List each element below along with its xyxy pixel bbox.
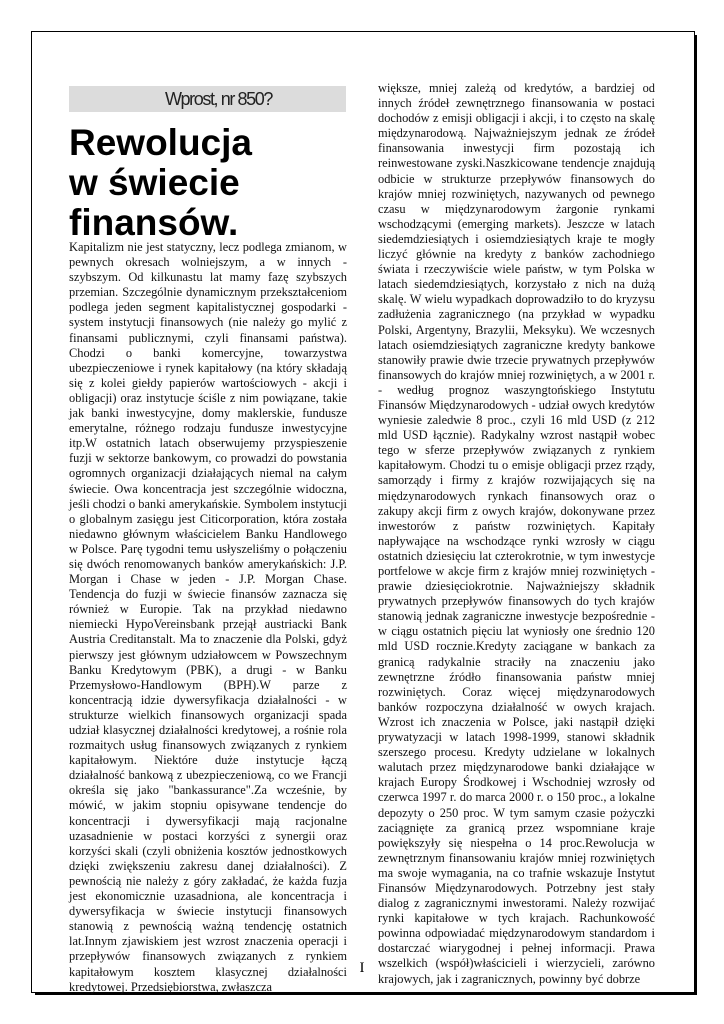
headline-line-1: Rewolucja xyxy=(69,122,252,163)
article-column-left: Kapitalizm nie jest statyczny, lecz podlega zmianom, w pewnych okresach wolniejszym, a w innych - szybszym. Od kilkunastu lat mamy fazę szybszych przemian. Szczególnie dynamicznym przekształceniom podlega jeden segment kapitalistycznej gospodarki - system instytucji finansowych (nie należy go mylić z finansami publicznymi, czyli finansami państwa). Chodzi o banki komercyjne, towarzystwa ubezpieczeniowe i rynek kapitałowy (na który składają się z kolei giełdy papierów wartościowych - akcji i obligacji) oraz instytucje ściśle z nim powiązane, takie jak banki inwestycyjne, domy maklerskie, fundusze emerytalne, różnego rodzaju fundusze inwestycyjne itp.W ostatnich latach obserwujemy przyspieszenie fuzji w sektorze bankowym, co prowadzi do powstania ogromnych organizacji działających niemal na całym świecie. Owa koncentracja jest szczególnie widoczna, jeśli chodzi o banki amerykańskie. Symbolem instytucji o globalnym zasięgu jest Citicorporation, która została niedawno głównym właścicielem Banku Handlowego w Polsce. Parę tygodni temu usłyszeliśmy o połączeniu się dwóch renomowanych banków amerykańskich: J.P. Morgan i Chase w jeden - J.P. Morgan Chase. Tendencja do fuzji w świecie finansów zaznacza się również w Europie. Tak na przykład niedawno niemiecki HypoVereinsbank przejął austriacki Bank Austria Creditanstalt. Ma to znaczenie dla Polski, gdyż pierwszy jest głównym udziałowcem w Powszechnym Banku Kredytowym (PBK), a drugi - w Banku Przemysłowo-Handlowym (BPH).W parze z koncentracją idzie dywersyfikacja działalności - w strukturze wielkich finansowych organizacji spada udział klasycznej działalności kredytowej, a rośnie rola rozmaitych usług finansowych związanych z rynkiem kapitałowym. Niektóre duże instytucje łączą działalność bankową z ubezpieczeniową, co we Francji określa się jako "bankassurance".Za wcześnie, by mówić, w jakim stopniu opisywane tendencje do koncentracji i dywersyfikacji mają racjonalne uzasadnienie w postaci korzyści z synergii oraz korzyści skali (czyli obniżenia kosztów jednostkowych dzięki zwiększeniu zakresu danej działalności). Z pewnością nie należy z góry zakładać, że każda fuzja jest ekonomicznie uzasadniona, ale koncentracja i dywersyfikacja w świecie instytucji finansowych stanowią z pewnością ważną tendencję ostatnich lat.Innym zjawiskiem jest wzrost znaczenia operacji i przepływów finansowych związanych z rynkiem kapitałowym kosztem klasycznej działalności kredytowej. Przedsiębiorstwa, zwłaszcza xyxy=(69,240,347,994)
article-column-right: większe, mniej zależą od kredytów, a bardziej od innych źródeł zewnętrznego finansowania w postaci dochodów z emisji obligacji i akcji, i to często na skalę międzynarodową. Najważniejszym jednak ze źródeł finansowania inwestycji firm pozostają ich reinwestowane zyski.Naszkicowane tendencje znajdują odbicie w strukturze przepływów finansowych do krajów mniej rozwiniętych, nazywanych od pewnego czasu w międzynarodowym żargonie rynkami wschodzącymi (emerging markets). Jeszcze w latach siedemdziesiątych i osiemdziesiątych kraje te mogły liczyć głównie na kredyty z banków zachodniego świata i rzeczywiście wiele państw, w tym Polska w latach siedemdziesiątych, korzystało z nich na dużą skalę. W wielu wypadkach doprowadziło to do kryzysu zadłużenia zagranicznego (na przykład w wypadku Polski, Argentyny, Brazylii, Meksyku). We wczesnych latach osiemdziesiątych zagraniczne kredyty bankowe stanowiły prawie dwie trzecie prywatnych przepływów finansowych do krajów mniej rozwiniętych, a w 2001 r. - według prognoz waszyngtońskiego Instytutu Finansów Międzynarodowych - udział owych kredytów wyniesie zaledwie 8 proc., czyli 16 mld USD (z 212 mld USD łącznie). Radykalny wzrost nastąpił wobec tego w sferze przepływów związanych z rynkiem kapitałowym. Chodzi tu o emisje obligacji przez rządy, samorządy i firmy z krajów rozwijających się na międzynarodowych rynkach finansowych oraz o zakupy akcji firm z owych krajów, dokonywane przez inwestorów z państw rozwiniętych. Kapitały napływające na wschodzące rynki wzrosły w ciągu ostatnich dziesięciu lat czterokrotnie, w tym inwestycje portfelowe w akcje firm z krajów mniej rozwiniętych - prawie dziesięciokrotnie. Najważniejszy składnik prywatnych przepływów finansowych do tych krajów stanowią jednak zagraniczne inwestycje bezpośrednie - w ciągu ostatnich pięciu lat wyniosły one średnio 120 mld USD rocznie.Kredyty zaciągane w bankach za granicą radykalnie straciły na znaczeniu jako zewnętrzne źródło finansowania państw mniej rozwiniętych. Coraz więcej międzynarodowych banków rozpoczyna działalność w owych krajach. Wzrost ich znaczenia w Polsce, jaki nastąpił dzięki prywatyzacji w latach 1998-1999, stanowi składnik szerszego procesu. Kredyty udzielane w lokalnych walutach przez międzynarodowe banki działające w krajach Europy Środkowej i Wschodniej wzrosły od czerwca 1997 r. do marca 2000 r. o 150 proc., a lokalne depozyty o 250 proc. W tym samym czasie pożyczki zaciągnięte za granicą przez wspomniane kraje powiększyły się niespełna o 14 proc.Rewolucja w zewnętrznym finansowaniu krajów mniej rozwiniętych ma swoje wymagania, na co trafnie wskazuje Instytut Finansów Międzynarodowych. Potrzebny jest stały dialog z zagranicznymi inwestorami. Należy rozwijać rynki kapitałowe w tych krajach. Rachunkowość powinna odpowiadać międzynarodowym standardom i dostarczać wiarygodnej i pełnej informacji. Prawa wszelkich (współ)właścicieli i wierzycieli, zarówno krajowych, jak i zagranicznych, powinny być dobrze xyxy=(378,81,656,986)
headline-line-2: w świecie xyxy=(69,162,240,203)
source-masthead: Wprost, nr 850? xyxy=(69,86,346,112)
headline-line-3: finansów. xyxy=(69,202,239,243)
page-number: I xyxy=(359,960,365,976)
article-headline xyxy=(69,123,349,243)
page-shadow-right xyxy=(695,35,697,995)
